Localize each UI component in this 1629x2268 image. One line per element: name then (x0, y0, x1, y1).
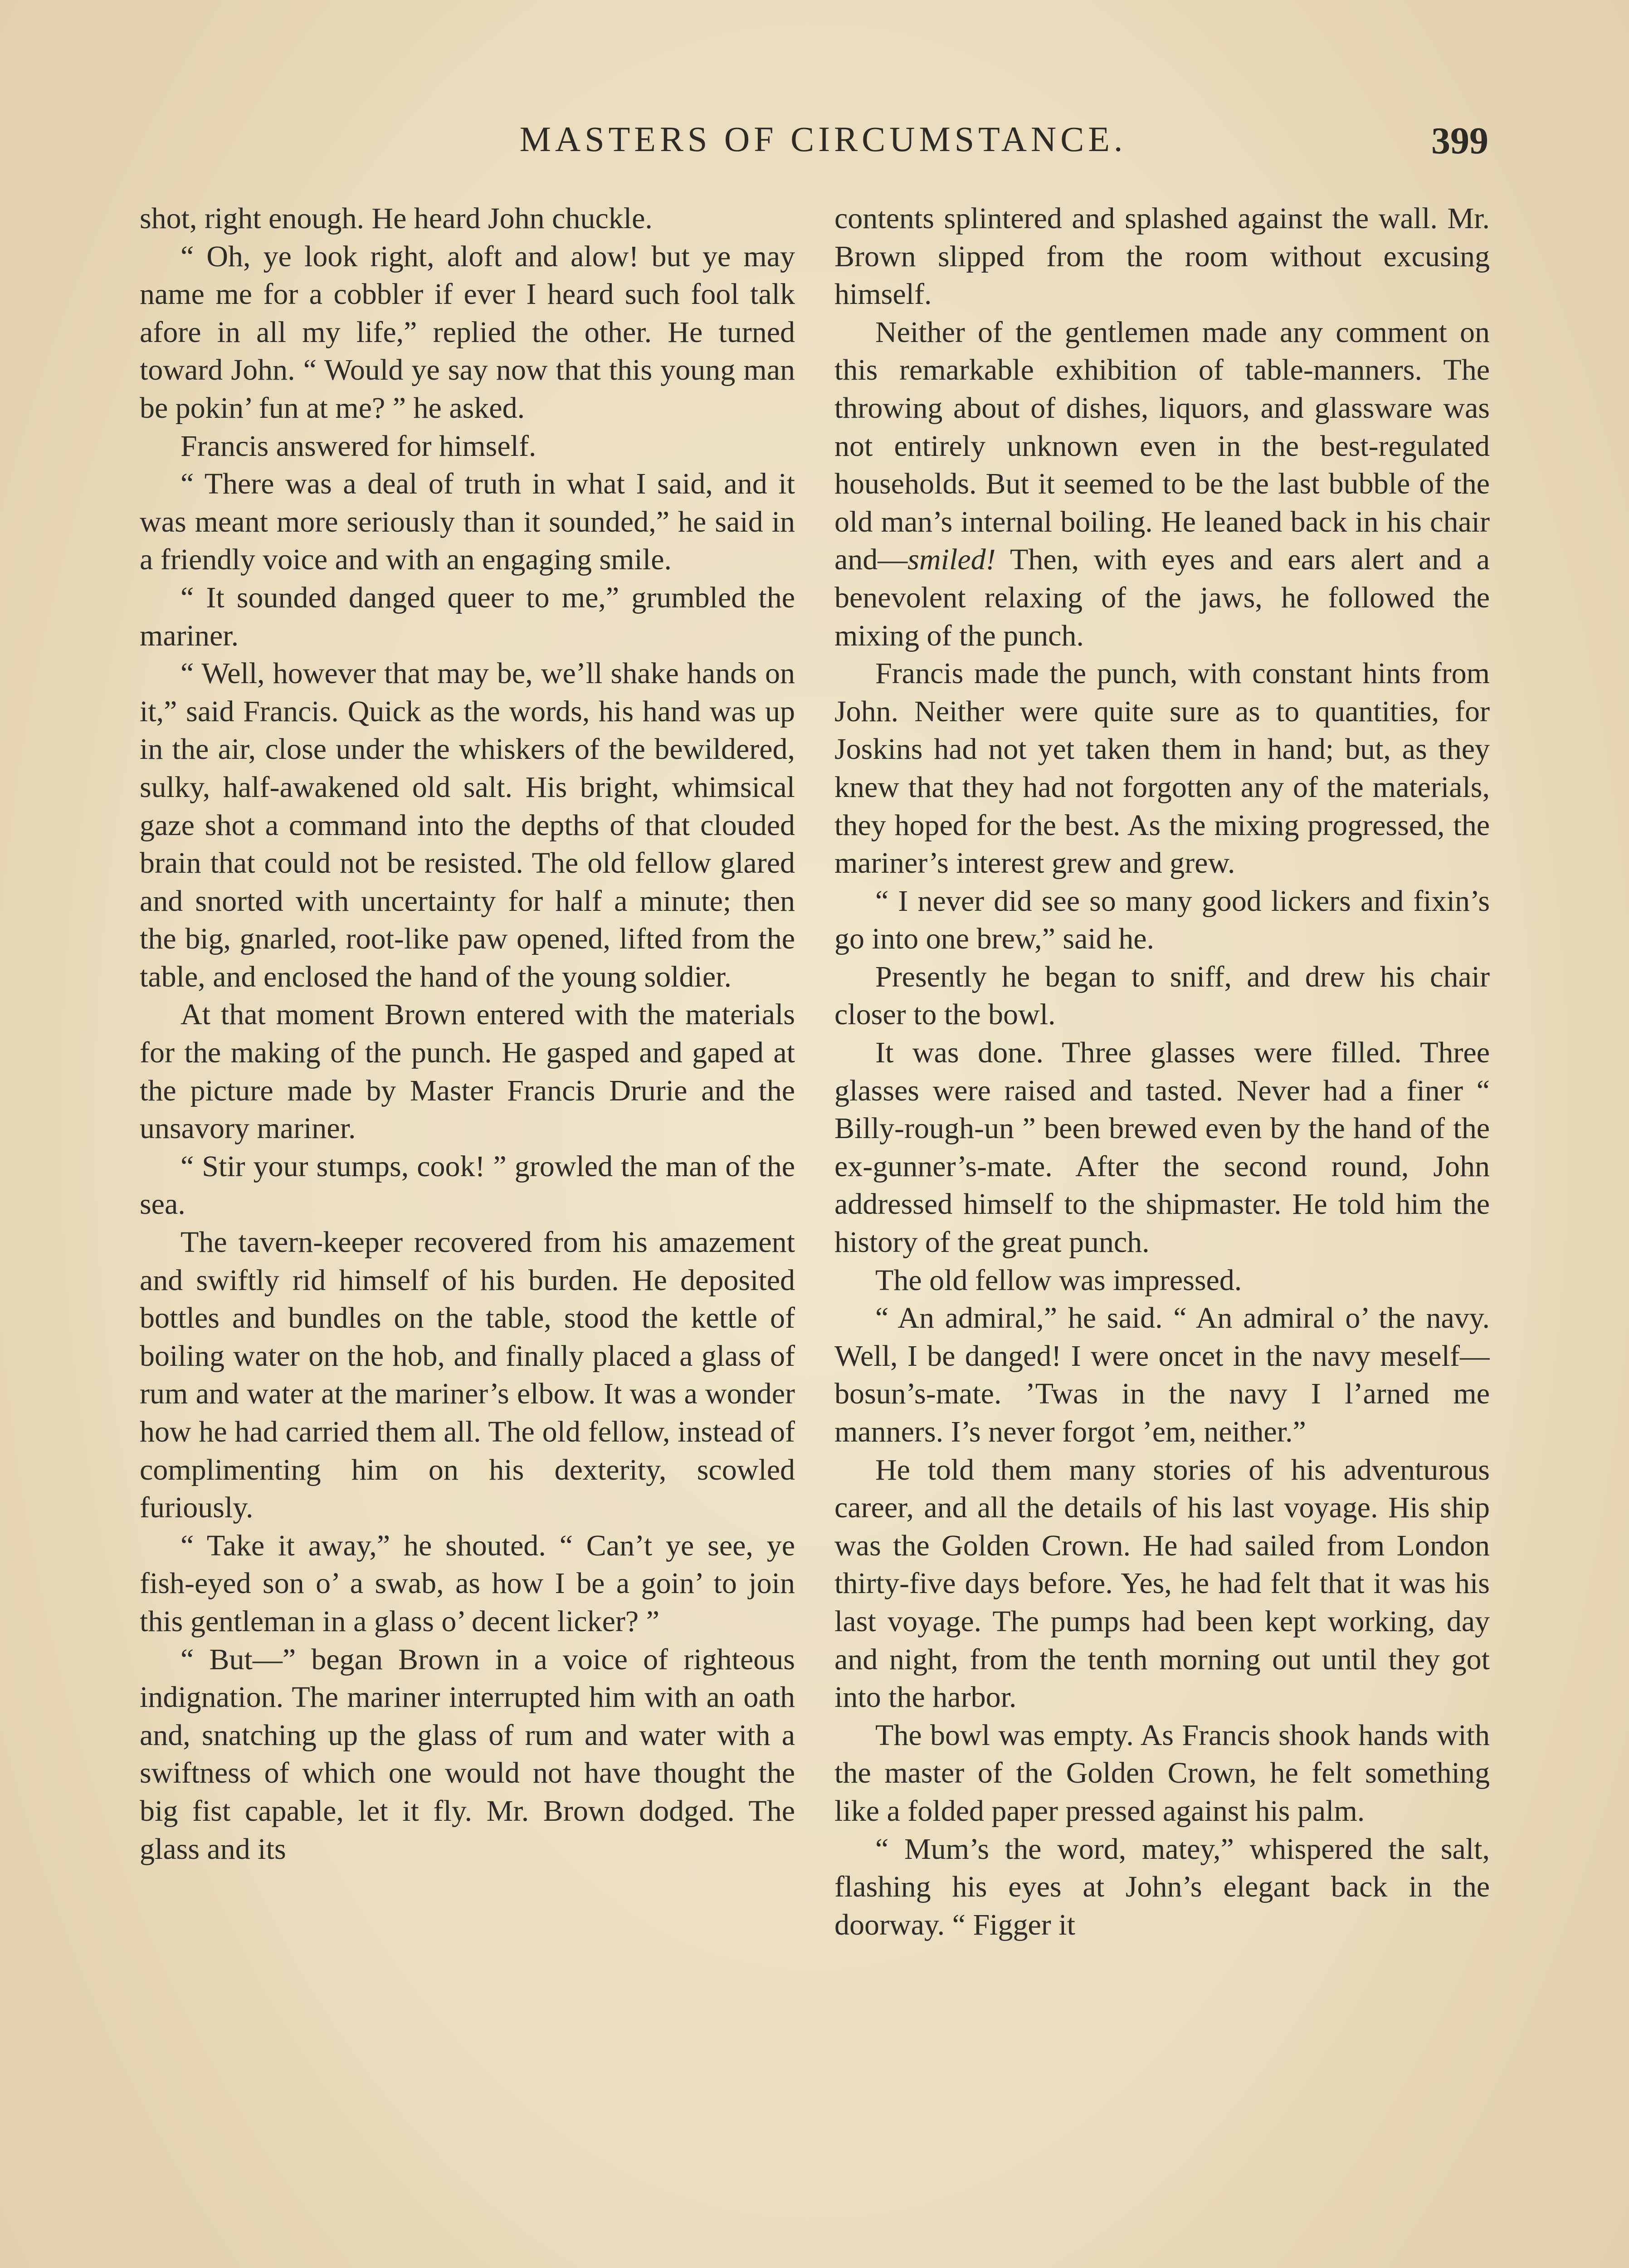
paragraph: “ But—” began Brown in a voice of righteous indignation. The mariner interrupted him with an oath and, snatching up the glass of rum and water with a swiftness of which one would not have thought the big fist capable, let it fly. Mr. Brown dodged. The glass and its (140, 1642, 795, 1866)
page-header (0, 119, 1629, 169)
right-column (834, 200, 1490, 2268)
paragraph: shot, right enough. He heard John chuckle. (140, 202, 653, 235)
paragraph: At that moment Brown entered with the materials for the making of the punch. He gasped and gaped at the picture made by Master Francis Drurie and the unsavory mariner. (140, 998, 795, 1145)
paragraph: “ There was a deal of truth in what I said, and it was meant more seriously than it sounded,” he said in a friendly voice and with an engaging smile. (140, 467, 795, 577)
paragraph: “ Well, however that may be, we’ll shake hands on it,” said Francis. Quick as the words, his hand was up in the air, close under the whiskers of the bewildered, sulky, half-awakened old salt. His bright, whimsical gaze shot a command into the depths of that clouded brain that could not be resisted. The old fellow glared and snorted with uncertainty for half a minute; then the big, gnarled, root-like paw opened, lifted from the table, and enclosed the hand of the young soldier. (140, 657, 795, 993)
paragraph: “ An admiral,” he said. “ An admiral o’ the navy. Well, I be danged! I were oncet in the navy meself—bosun’s-mate. ’Twas in the navy I l’arned me manners. I’s never forgot ’em, neither.” (834, 1301, 1490, 1448)
page-number: 399 (1431, 120, 1488, 162)
paragraph: The tavern-keeper recovered from his amazement and swiftly rid himself of his burden. He deposited bottles and bundles on the table, stood the kettle of boiling water on the hob, and finally placed a glass of rum and water at the mariner’s elbow. It was a wonder how he had carried them all. The old fellow, instead of complimenting him on his dexterity, scowled furiously. (140, 1226, 795, 1525)
paragraph: Francis answered for himself. (180, 429, 536, 463)
paragraph-text: Neither of the gentlemen made any comment on this remarkable exhibition of table-manners. The throwing about of dishes, liquors, and glassware was not entirely unknown even in the best-regulated households. But it seemed to be the last bubble of the old man’s internal boiling. He leaned back in his chair and— (834, 315, 1490, 577)
paragraph: It was done. Three glasses were filled. Three glasses were raised and tasted. Never had a finer “ Billy-rough-un ” been brewed even by the hand of the ex-gunner’s-mate. After the second round, John addressed himself to the shipmaster. He told him the history of the great punch. (834, 1036, 1490, 1259)
paragraph: “ It sounded danged queer to me,” grumbled the mariner. (140, 581, 795, 652)
paragraph: Francis made the punch, with constant hints from John. Neither were quite sure as to quantities, for Joskins had not yet taken them in hand; but, as they knew that they had not forgotten any of the materials, they hoped for the best. As the mixing progressed, the mariner’s interest grew and grew. (834, 657, 1490, 880)
paragraph-text: Then, with eyes and ears alert and a benevolent relaxing of the jaws, he followed the mixing of the punch. (834, 543, 1490, 652)
paragraph: “ Take it away,” he shouted. “ Can’t ye see, ye fish-eyed son o’ a swab, as how I be a goin’ to join this gentleman in a glass o’ decent licker? ” (140, 1529, 795, 1638)
emphasis-text: smiled! (907, 543, 996, 577)
paragraph: “ Mum’s the word, matey,” whispered the salt, flashing his eyes at John’s elegant back in the doorway. “ Figger it (834, 1832, 1490, 1941)
paragraph: The bowl was empty. As Francis shook hands with the master of the Golden Crown, he felt something like a folded paper pressed against his palm. (834, 1718, 1490, 1828)
running-head: MASTERS OF CIRCUMSTANCE. (519, 119, 1127, 159)
left-column (140, 200, 795, 2268)
paragraph: The old fellow was impressed. (875, 1263, 1242, 1297)
paragraph: “ Oh, ye look right, aloft and alow! but ye may name me for a cobbler if ever I heard such fool talk afore in all my life,” replied the other. He turned toward John. “ Would ye say now that this young man be pokin’ fun at me? ” he asked. (140, 240, 795, 425)
paragraph: “ Stir your stumps, cook! ” growled the man of the sea. (140, 1149, 795, 1221)
paragraph: He told them many stories of his adventurous career, and all the details of his last voyage. His ship was the Golden Crown. He had sailed from London thirty-five days before. Yes, he had felt that it was his last voyage. The pumps had been kept working, day and night, from the tenth morning out until they got into the harbor. (834, 1453, 1490, 1714)
paragraph-with-emphasis (834, 313, 1490, 655)
paragraph: “ I never did see so many good lickers and fixin’s go into one brew,” said he. (834, 884, 1490, 956)
paragraph: contents splintered and splashed against the wall. Mr. Brown slipped from the room without excusing himself. (834, 202, 1490, 311)
paragraph: Presently he began to sniff, and drew his chair closer to the bowl. (834, 960, 1490, 1031)
